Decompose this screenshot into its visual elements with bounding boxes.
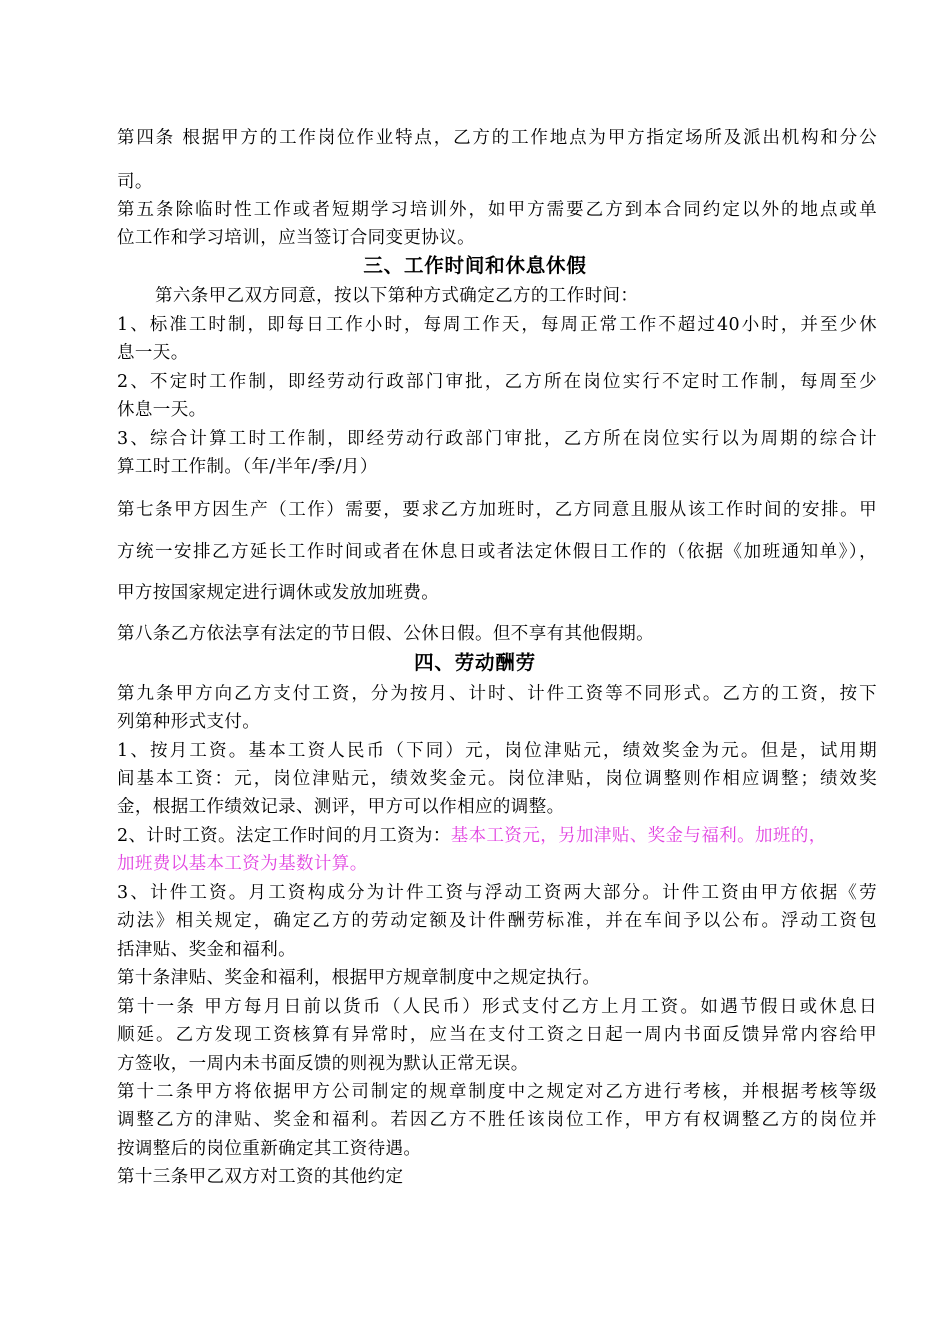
article-10: 第十条津贴、奖金和福利，根据甲方规章制度中之规定执行。 (117, 968, 601, 988)
pay-2-text: 2、计时工资。法定工作时间的月工资为： (117, 826, 451, 846)
item-1-line-1: 1、标准工时制，即每日工作小时，每周工作天，每周正常工作不超过40小时，并至少休 (117, 315, 877, 335)
article-5-line-1: 第五条除临时性工作或者短期学习培训外，如甲方需要乙方到本合同约定以外的地点或单 (117, 200, 877, 220)
article-11-line-3: 方签收，一周内未书面反馈的则视为默认正常无误。 (117, 1054, 529, 1074)
pay-2-line-1 (117, 824, 877, 848)
article-4-line-1: 第四条 根据甲方的工作岗位作业特点，乙方的工作地点为甲方指定场所及派出机构和分公 (117, 128, 877, 148)
article-9-line-2: 列第种形式支付。 (117, 712, 261, 732)
item-3-line-2: 算工时工作制。（年/半年/季/月） (117, 457, 378, 477)
article-5-line-2: 位工作和学习培训，应当签订合同变更协议。 (117, 228, 475, 248)
article-7-line-2: 方统一安排乙方延长工作时间或者在休息日或者法定休假日工作的（依据《加班通知单》）， (117, 542, 877, 562)
pay-1-line-1: 1、按月工资。基本工资人民币（下同）元，岗位津贴元，绩效奖金为元。但是，试用期 (117, 741, 877, 761)
pay-3-line-3: 括津贴、奖金和福利。 (117, 940, 296, 960)
pay-3-line-2: 动法》相关规定，确定乙方的劳动定额及计件酬劳标准，并在车间予以公布。浮动工资包 (117, 911, 877, 931)
pay-1-line-3: 金，根据工作绩效记录、测评，甲方可以作相应的调整。 (117, 797, 565, 817)
article-8: 第八条乙方依法享有法定的节日假、公休日假。但不享有其他假期。 (117, 624, 654, 644)
article-6: 第六条甲乙双方同意，按以下第种方式确定乙方的工作时间： (155, 286, 639, 306)
article-11-line-1: 第十一条 甲方每月日前以货币（人民币）形式支付乙方上月工资。如遇节假日或休息日 (117, 997, 877, 1017)
section-3-heading: 三、工作时间和休息休假 (363, 254, 587, 277)
item-3-line-1: 3、综合计算工时工作制，即经劳动行政部门审批，乙方所在岗位实行以为周期的综合计 (117, 429, 877, 449)
pay-3-line-1: 3、计件工资。月工资构成分为计件工资与浮动工资两大部分。计件工资由甲方依据《劳 (117, 883, 877, 903)
article-12-line-1: 第十二条甲方将依据甲方公司制定的规章制度中之规定对乙方进行考核，并根据考核等级 (117, 1082, 877, 1102)
article-11-line-2: 顺延。乙方发现工资核算有异常时，应当在支付工资之日起一周内书面反馈异常内容给甲 (117, 1025, 877, 1045)
item-2-line-2: 休息一天。 (117, 400, 207, 420)
item-2-line-1: 2、不定时工作制，即经劳动行政部门审批，乙方所在岗位实行不定时工作制，每周至少 (117, 372, 877, 392)
pay-2-line-2: 加班费以基本工资为基数计算。 (117, 854, 368, 874)
article-7-line-1: 第七条甲方因生产（工作）需要，要求乙方加班时，乙方同意且服从该工作时间的安排。甲 (117, 500, 877, 520)
pay-2-highlight: 基本工资元，另加津贴、奖金与福利。加班的， (450, 826, 827, 846)
article-13: 第十三条甲乙双方对工资的其他约定 (117, 1167, 404, 1187)
item-1-line-2: 息一天。 (117, 343, 189, 363)
article-7-line-3: 甲方按国家规定进行调休或发放加班费。 (117, 583, 440, 603)
article-9-line-1: 第九条甲方向乙方支付工资，分为按月、计时、计件工资等不同形式。乙方的工资，按下 (117, 684, 877, 704)
article-4-line-2: 司。 (117, 172, 153, 192)
section-4-heading: 四、劳动酬劳 (414, 651, 536, 674)
article-12-line-3: 按调整后的岗位重新确定其工资待遇。 (117, 1139, 422, 1159)
pay-1-line-2: 间基本工资：元，岗位津贴元，绩效奖金元。岗位津贴，岗位调整则作相应调整；绩效奖 (117, 769, 877, 789)
article-12-line-2: 调整乙方的津贴、奖金和福利。若因乙方不胜任该岗位工作，甲方有权调整乙方的岗位并 (117, 1110, 877, 1130)
